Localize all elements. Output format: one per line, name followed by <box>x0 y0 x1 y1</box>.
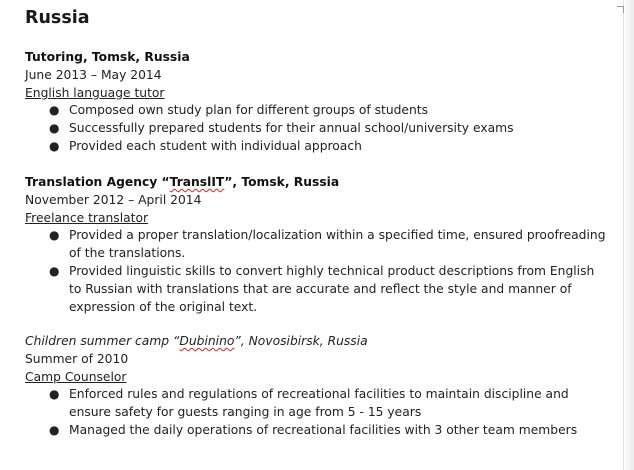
list-item <box>25 120 610 138</box>
bullet-icon: ● <box>49 103 60 118</box>
job-title-text: Children summer camp “ <box>25 334 180 348</box>
list-item-text: Provided linguistic skills to convert highly technical product descriptions from English to Russian with translations that are accurate and reflect the style and manner of expression of the original text. <box>69 263 595 314</box>
job-dates: November 2012 – April 2014 <box>25 192 202 207</box>
job-title-misspelled: Dubinino <box>179 334 235 348</box>
job-title <box>25 333 610 351</box>
list-item-text: Composed own study plan for different groups of students <box>69 103 429 118</box>
job-entry-tutoring <box>25 49 610 156</box>
list-item <box>25 422 610 440</box>
job-title-misspelled: TranslIT <box>169 175 225 189</box>
job-title-text: Translation Agency “ <box>25 175 170 189</box>
job-title-suffix: ”, Novosibirsk, Russia <box>234 334 368 348</box>
list-item <box>25 102 610 120</box>
list-item <box>25 138 610 156</box>
list-item-text: Successfully prepared students for their annual school/university exams <box>69 121 514 136</box>
job-entry-translation <box>25 174 610 316</box>
job-title <box>25 49 610 67</box>
list-item-text: Provided each student with individual approach <box>69 138 362 153</box>
bullet-icon: ● <box>49 228 60 243</box>
page-edge-scroll-area[interactable] <box>623 0 634 470</box>
bullet-icon: ● <box>49 422 60 437</box>
bullet-icon: ● <box>49 263 60 278</box>
job-role: Camp Counselor <box>25 369 127 384</box>
job-title <box>25 174 610 192</box>
section-heading: Russia <box>25 8 90 28</box>
list-item-text: Enforced rules and regulations of recreational facilities to maintain discipline and ensure safety for guests ranging in age from 5 - 15 years <box>69 387 569 420</box>
list-item-text: Provided a proper translation/localization within a specified time, ensured proofreading of the translations. <box>69 228 606 261</box>
list-item-text: Managed the daily operations of recreational facilities with 3 other team members <box>69 422 578 437</box>
list-item <box>25 386 610 422</box>
bullet-icon: ● <box>49 387 60 402</box>
job-role: English language tutor <box>25 85 165 100</box>
bullet-icon: ● <box>49 138 60 153</box>
job-role: Freelance translator <box>25 210 149 225</box>
job-bullet-list <box>25 227 610 316</box>
page-corner-mark <box>617 6 624 13</box>
job-bullet-list <box>25 386 610 439</box>
job-title-text: Tutoring, Tomsk, Russia <box>25 50 190 64</box>
job-dates: Summer of 2010 <box>25 351 129 366</box>
job-title-suffix: ”, Tomsk, Russia <box>224 175 340 189</box>
job-dates: June 2013 – May 2014 <box>25 67 162 82</box>
job-entry-summer-camp <box>25 333 610 440</box>
list-item <box>25 263 610 316</box>
list-item <box>25 227 610 263</box>
bullet-icon: ● <box>49 121 60 136</box>
job-bullet-list <box>25 102 610 155</box>
